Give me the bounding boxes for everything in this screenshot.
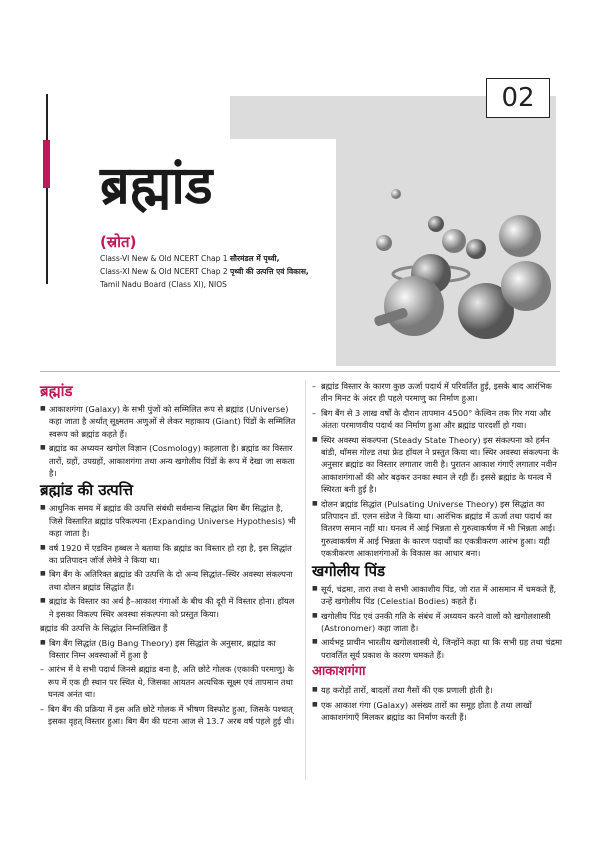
header-gray-band: [230, 96, 336, 139]
space-illustration-panel: [336, 96, 556, 366]
heading-galaxy: आकाशगंगा: [312, 664, 366, 680]
bullet-item: ■ वर्ष 1920 में एडविन हब्बल ने बताया कि ब्रह्मांड का विस्तार हो रहा है, इस सिद्धांत का प्रतिपादन जॉर्ज लेमेत्रे ने किया था।: [40, 542, 298, 567]
decorative-vertical-line: [46, 94, 48, 284]
heading-origin: ब्रह्मांड की उत्पत्ति: [40, 481, 133, 500]
bullet-item: ■ एक आकाश गंगा (Galaxy) असंख्य तारों का समूह होता है तथा लाखों आकाशगंगाएँ मिलकर ब्रह्मांड का निर्माण करती हैं।: [312, 699, 562, 724]
bullet-item: ■ सूर्य, चंद्रमा, तारा तथा वे सभी आकाशीय पिंड, जो रात में आसमान में चमकते हैं, उन्हें खगोलीय पिंड (Celestial Bodies) कहते हैं।: [312, 583, 562, 608]
dash-item: – बिग बैंग से 3 लाख वर्षों के दौरान तापमान 4500° केल्विन तक गिर गया और अंततः परमाणवीय पदार्थ का निर्माण हुआ और ब्रह्मांड पारदर्शी हो गया।: [312, 407, 562, 432]
bullet-item: ■ ब्रह्मांड के विस्तार का अर्थ है–आकाश गंगाओं के बीच की दूरी में विस्तार होना। हॉयल ने इसका विकल्प स्थिर अवस्था संकल्पना को प्रस्तुत किया।: [40, 595, 298, 620]
dash-item: – ब्रह्मांड विस्तार के कारण कुछ ऊर्जा पदार्थ में परिवर्तित हुई, इसके बाद आरंभिक तीन मिनट के अंदर ही पहले परमाणु का निर्माण हुआ।: [312, 380, 562, 405]
bullet-item: ■ बिग बैंग के अतिरिक्त ब्रह्मांड की उत्पत्ति के दो अन्य सिद्धांत–स्थिर अवस्था संकल्पना तथा दोलन ब्रह्मांड सिद्धांत हैं।: [40, 568, 298, 593]
bullet-item: ■ आर्यभट्ट प्राचीन भारतीय खगोलशास्त्री थे, जिन्होंने कहा था कि सभी ग्रह तथा चंद्रमा परावर्तित सूर्य प्रकाश के कारण चमकते हैं।: [312, 636, 562, 661]
header-divider: [40, 371, 560, 372]
bullet-item: ■ ब्रह्मांड का अध्ययन खगोल विज्ञान (Cosmology) कहलाता है। ब्रह्मांड का विस्तार तारों, ग्रहों, उपग्रहों, आकाशगंगा तथा अन्य खगोलीय पिंडों के रूप में देखा जा सकता है।: [40, 442, 298, 479]
source-list: [100, 252, 309, 291]
bullet-item: ■ आकाशगंगा (Galaxy) के सभी पुंजों को सम्मिलित रूप से ब्रह्मांड (Universe) कहा जाता है अर्थात् सूक्ष्मतम अणुओं से लेकर महाकाय (Giant) पिंडों के सम्मिलित स्वरूप को ब्रह्मांड कहते हैं।: [40, 403, 298, 440]
heading-universe: ब्रह्मांड: [40, 382, 73, 400]
right-column: [312, 380, 562, 725]
bullet-item: ■ यह करोड़ों तारों, बादलों तथा गैसों की एक प्रणाली होती है।: [312, 684, 562, 696]
source-item: Class-XI New & Old NCERT Chap 2 पृथ्वी की उत्पत्ति एवं विकास,: [100, 267, 309, 276]
chapter-title: ब्रह्मांड: [100, 156, 213, 216]
dash-item: – बिग बैंग की प्रक्रिया में इस अति छोटे गोलक में भीषण विस्फोट हुआ, जिसके पश्चात् इसका वृहत् विस्तार हुआ। बिग बैंग की घटना आज से 13.7 अरब वर्ष पहले हुई थी।: [40, 703, 298, 728]
bullet-item: ■ खगोलीय पिंड एवं उनकी गति के संबंध में अध्ययन करने वालों को खगोलशास्त्री (Astronomer) कहा जाता है।: [312, 610, 562, 635]
chapter-number: 02: [486, 78, 550, 118]
heading-celestial-bodies: खगोलीय पिंड: [312, 561, 386, 580]
source-item: Class-VI New & Old NCERT Chap 1 सौरमंडल में पृथ्वी,: [100, 254, 280, 263]
column-divider: [305, 380, 306, 780]
dash-item: – आरंभ में वे सभी पदार्थ जिनसे ब्रह्मांड बना है, अति छोटे गोलक (एकाकी परमाणु) के रूप में एक ही स्थान पर स्थित थे, जिसका आयतन अत्यधिक सूक्ष्म एवं तापमान तथा घनत्व अनंत था।: [40, 663, 298, 700]
bullet-item: ■ बिग बैंग सिद्धांत (Big Bang Theory) इस सिद्धांत के अनुसार, ब्रह्मांड का विस्तार निम्न अवस्थाओं में हुआ है: [40, 637, 298, 662]
decorative-pink-bar: [43, 140, 50, 188]
paragraph: ब्रह्मांड की उत्पत्ति के सिद्धांत निम्नलिखित हैं: [40, 623, 168, 634]
bullet-item: ■ आधुनिक समय में ब्रह्मांड की उत्पत्ति संबंधी सर्वमान्य सिद्धांत बिग बैंग सिद्धांत है, जिसे विस्तारित ब्रह्मांड परिकल्पना (Expanding Universe Hypothesis) भी कहा जाता है।: [40, 502, 298, 539]
left-column: [40, 380, 298, 729]
source-label: (स्रोत): [100, 233, 137, 251]
source-item: Tamil Nadu Board (Class XI), NIOS: [100, 280, 227, 289]
bullet-item: ■ दोलन ब्रह्मांड सिद्धांत (Pulsating Universe Theory) इस सिद्धांत का प्रतिपादन डॉ. एलन संडेज ने किया था। आरंभिक ब्रह्मांड में ऊर्जा तथा पदार्थ का वितरण समान नहीं था। घनत्व में आई भिन्नता से गुरुत्वाकर्षण में भी भिन्नता आई। गुरुत्वाकर्षण में आई भिन्नता के कारण पदार्थों का एकत्रीकरण आरंभ हुआ। यही एकत्रीकरण आकाशगंगाओं के विकास का आधार बना।: [312, 498, 562, 560]
planets-illustration: [336, 96, 556, 366]
bullet-item: ■ स्थिर अवस्था संकल्पना (Steady State Theory) इस संकल्पना को हर्मन बांडी, थॉमस गोल्ड तथा फ्रेड हॉयल ने प्रस्तुत किया था। स्थिर अवस्था संकल्पना के अनुसार ब्रह्मांड का विस्तार लगातार जारी है। पुरातन आकाश गंगाएँ लगातार नवीन आकाशगंगाओं की ओर बढ़कर उनका स्थान ले रही हैं। इससे ब्रह्मांड के घनत्व में स्थिरता बनी हुई है।: [312, 434, 562, 496]
